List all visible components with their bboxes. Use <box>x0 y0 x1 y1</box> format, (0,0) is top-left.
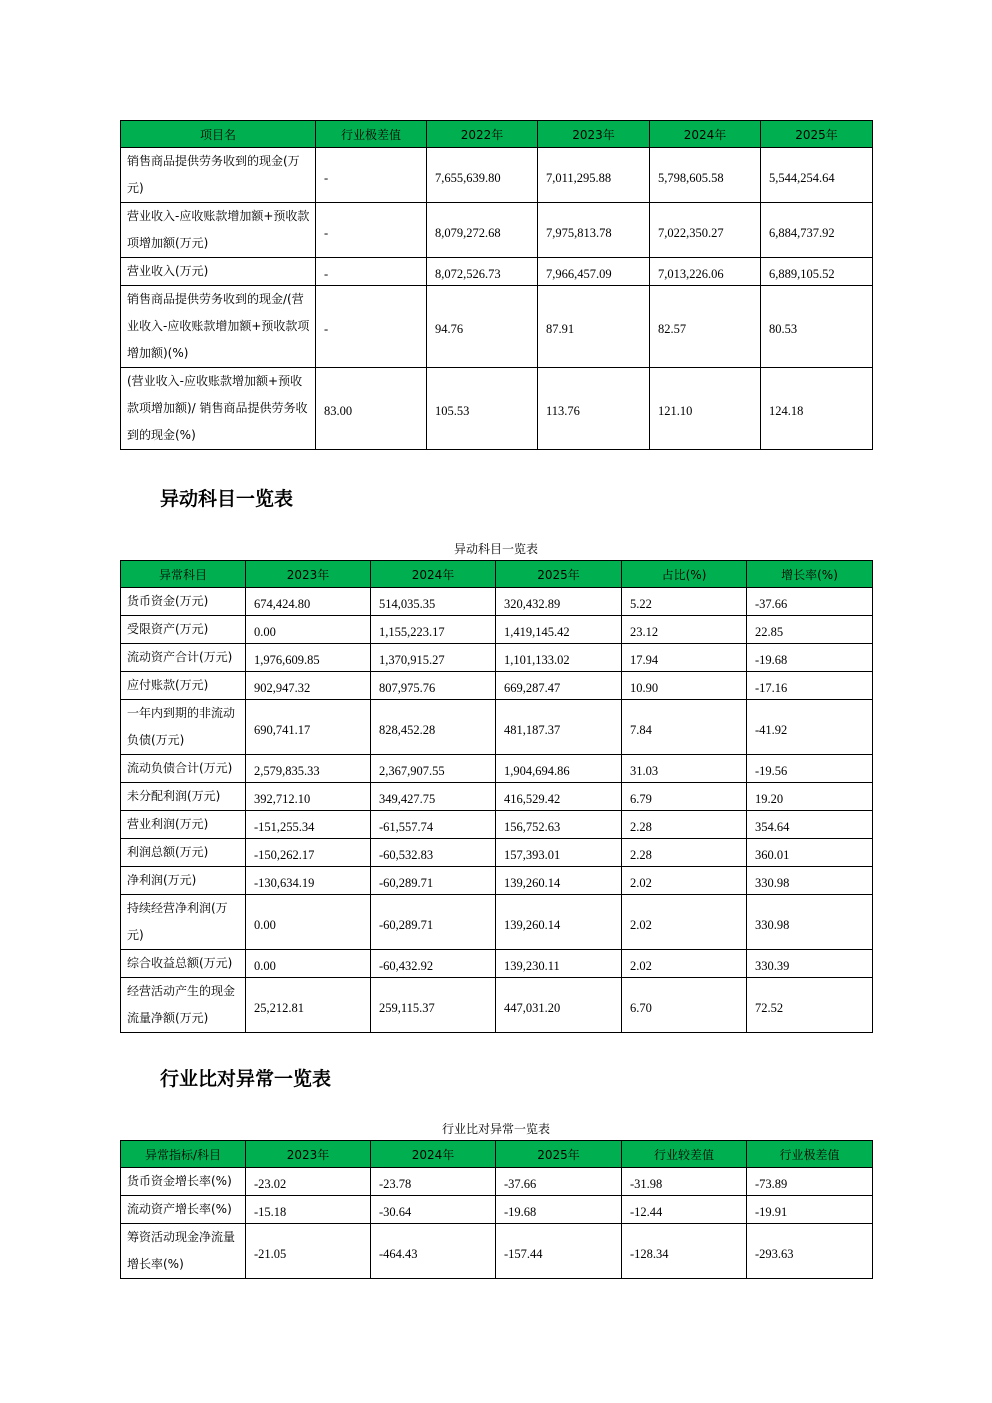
table-row <box>121 1196 873 1224</box>
table-cell: 8,072,526.73 <box>427 258 538 286</box>
table-cell: -464.43 <box>371 1224 496 1279</box>
table-cell: 7,011,295.88 <box>538 148 650 203</box>
table-caption: 异动科目一览表 <box>453 542 538 556</box>
table-cell: -60,289.71 <box>371 867 496 895</box>
table-cell: 514,035.35 <box>371 588 496 616</box>
table-cell: 94.76 <box>427 286 538 368</box>
table-cell: 2.02 <box>622 867 747 895</box>
table-cell: 23.12 <box>622 616 747 644</box>
table-cell: 2.02 <box>622 895 747 950</box>
table-cell: 7,975,813.78 <box>538 203 650 258</box>
table-cell: 6.70 <box>622 978 747 1033</box>
table-row <box>121 895 873 950</box>
table-cell: 2.02 <box>622 950 747 978</box>
row-label: 筹资活动现金净流量增长率(%) <box>121 1224 246 1279</box>
table-cell: 19.20 <box>747 783 873 811</box>
table-row <box>121 672 873 700</box>
table-cell: 1,976,609.85 <box>246 644 371 672</box>
table-row <box>121 1224 873 1279</box>
table-cell: 87.91 <box>538 286 650 368</box>
table-cell: 10.90 <box>622 672 747 700</box>
table-cell: -41.92 <box>747 700 873 755</box>
table-cell: -61,557.74 <box>371 811 496 839</box>
row-label: 流动负债合计(万元) <box>121 755 246 783</box>
column-header: 2024年 <box>371 1141 496 1168</box>
row-label: 一年内到期的非流动负债(万元) <box>121 700 246 755</box>
table-cell: 156,752.63 <box>496 811 622 839</box>
column-header: 增长率(%) <box>747 561 873 588</box>
column-header: 2025年 <box>496 1141 622 1168</box>
table-cell: 2,367,907.55 <box>371 755 496 783</box>
column-header: 2022年 <box>427 121 538 148</box>
column-header: 2025年 <box>496 561 622 588</box>
column-header: 项目名 <box>121 121 316 148</box>
table-cell: 447,031.20 <box>496 978 622 1033</box>
table-cell: 7,022,350.27 <box>650 203 761 258</box>
row-label: 应付账款(万元) <box>121 672 246 700</box>
table-cell: 1,101,133.02 <box>496 644 622 672</box>
table-cell: 674,424.80 <box>246 588 371 616</box>
table-cell: 2.28 <box>622 811 747 839</box>
table-cell: 2.28 <box>622 839 747 867</box>
table-cell: 690,741.17 <box>246 700 371 755</box>
row-label: 利润总额(万元) <box>121 839 246 867</box>
column-header: 异常指标/科目 <box>121 1141 246 1168</box>
table-row <box>121 368 873 450</box>
table-row <box>121 644 873 672</box>
table-header-row <box>121 561 873 588</box>
table-cell: 22.85 <box>747 616 873 644</box>
column-header: 2024年 <box>371 561 496 588</box>
table-cell: -37.66 <box>496 1168 622 1196</box>
row-label: 营业收入-应收账款增加额+预收款项增加额(万元) <box>121 203 316 258</box>
table-row <box>121 616 873 644</box>
table-cell: 0.00 <box>246 895 371 950</box>
table-cell: -60,432.92 <box>371 950 496 978</box>
row-label: (营业收入-应收账款增加额+预收款项增加额)/ 销售商品提供劳务收到的现金(%) <box>121 368 316 450</box>
abnormal-items-table <box>120 560 873 1033</box>
table-cell: 0.00 <box>246 616 371 644</box>
table-cell: 124.18 <box>761 368 873 450</box>
table-cell: 80.53 <box>761 286 873 368</box>
column-header: 行业较差值 <box>622 1141 747 1168</box>
row-label: 营业收入(万元) <box>121 258 316 286</box>
table-cell: 25,212.81 <box>246 978 371 1033</box>
section-heading: 行业比对异常一览表 <box>160 1068 332 1090</box>
table-cell: 72.52 <box>747 978 873 1033</box>
table-cell: 669,287.47 <box>496 672 622 700</box>
table-cell: -150,262.17 <box>246 839 371 867</box>
table-row <box>121 978 873 1033</box>
column-header: 异常科目 <box>121 561 246 588</box>
table-cell: 7,013,226.06 <box>650 258 761 286</box>
table-row <box>121 867 873 895</box>
table-cell: -23.78 <box>371 1168 496 1196</box>
table-row <box>121 811 873 839</box>
table-cell: 5,544,254.64 <box>761 148 873 203</box>
column-header: 2023年 <box>246 1141 371 1168</box>
table-cell: -23.02 <box>246 1168 371 1196</box>
table-cell: 481,187.37 <box>496 700 622 755</box>
column-header: 行业极差值 <box>747 1141 873 1168</box>
column-header: 行业极差值 <box>316 121 427 148</box>
table-cell: 7,655,639.80 <box>427 148 538 203</box>
table-cell: 83.00 <box>316 368 427 450</box>
column-header: 2023年 <box>246 561 371 588</box>
row-label: 销售商品提供劳务收到的现金/(营业收入-应收账款增加额+预收款项增加额)(%) <box>121 286 316 368</box>
table-cell: 139,260.14 <box>496 867 622 895</box>
table-cell: -151,255.34 <box>246 811 371 839</box>
table-cell: -19.56 <box>747 755 873 783</box>
table-row <box>121 783 873 811</box>
table-row <box>121 1168 873 1196</box>
table-cell: -19.91 <box>747 1196 873 1224</box>
table-row <box>121 755 873 783</box>
table-row <box>121 700 873 755</box>
table-cell: 1,155,223.17 <box>371 616 496 644</box>
table-cell: 7,966,457.09 <box>538 258 650 286</box>
table-cell: -21.05 <box>246 1224 371 1279</box>
table-cell: -37.66 <box>747 588 873 616</box>
table-cell: 157,393.01 <box>496 839 622 867</box>
table-cell: 2,579,835.33 <box>246 755 371 783</box>
table-cell: -15.18 <box>246 1196 371 1224</box>
table-cell: 5.22 <box>622 588 747 616</box>
table-cell: 82.57 <box>650 286 761 368</box>
table-cell: -73.89 <box>747 1168 873 1196</box>
table-cell: - <box>316 286 427 368</box>
table-caption: 行业比对异常一览表 <box>441 1122 550 1136</box>
table-cell: -31.98 <box>622 1168 747 1196</box>
table-row <box>121 258 873 286</box>
table-cell: -12.44 <box>622 1196 747 1224</box>
table-cell: 807,975.76 <box>371 672 496 700</box>
row-label: 营业利润(万元) <box>121 811 246 839</box>
table-cell: -17.16 <box>747 672 873 700</box>
table-cell: 0.00 <box>246 950 371 978</box>
table-cell: 139,230.11 <box>496 950 622 978</box>
table-cell: 113.76 <box>538 368 650 450</box>
table-row <box>121 588 873 616</box>
table-cell: 6,884,737.92 <box>761 203 873 258</box>
table-cell: 828,452.28 <box>371 700 496 755</box>
table-cell: -30.64 <box>371 1196 496 1224</box>
row-label: 净利润(万元) <box>121 867 246 895</box>
table-cell: 259,115.37 <box>371 978 496 1033</box>
row-label: 未分配利润(万元) <box>121 783 246 811</box>
row-label: 流动资产增长率(%) <box>121 1196 246 1224</box>
table-cell: -60,532.83 <box>371 839 496 867</box>
column-header: 2025年 <box>761 121 873 148</box>
table-cell: 330.98 <box>747 895 873 950</box>
column-header: 2023年 <box>538 121 650 148</box>
row-label: 受限资产(万元) <box>121 616 246 644</box>
table-row <box>121 286 873 368</box>
table-cell: 1,419,145.42 <box>496 616 622 644</box>
table-cell: 5,798,605.58 <box>650 148 761 203</box>
table-cell: - <box>316 148 427 203</box>
column-header: 2024年 <box>650 121 761 148</box>
table-cell: 6.79 <box>622 783 747 811</box>
table-cell: -60,289.71 <box>371 895 496 950</box>
table-cell: -157.44 <box>496 1224 622 1279</box>
table-row <box>121 950 873 978</box>
table-cell: -130,634.19 <box>246 867 371 895</box>
table-cell: 349,427.75 <box>371 783 496 811</box>
table-cell: 6,889,105.52 <box>761 258 873 286</box>
table-cell: 17.94 <box>622 644 747 672</box>
row-label: 货币资金(万元) <box>121 588 246 616</box>
table-header-row <box>121 1141 873 1168</box>
table-cell: 121.10 <box>650 368 761 450</box>
table-cell: 7.84 <box>622 700 747 755</box>
cash-ratio-table <box>120 120 873 450</box>
table-cell: -19.68 <box>496 1196 622 1224</box>
row-label: 流动资产合计(万元) <box>121 644 246 672</box>
table-cell: -128.34 <box>622 1224 747 1279</box>
table-row <box>121 148 873 203</box>
table-cell: 31.03 <box>622 755 747 783</box>
table-cell: - <box>316 203 427 258</box>
table-cell: -19.68 <box>747 644 873 672</box>
table-cell: -293.63 <box>747 1224 873 1279</box>
row-label: 持续经营净利润(万元) <box>121 895 246 950</box>
table-cell: 354.64 <box>747 811 873 839</box>
table-cell: 139,260.14 <box>496 895 622 950</box>
row-label: 综合收益总额(万元) <box>121 950 246 978</box>
section-heading: 异动科目一览表 <box>160 488 294 510</box>
column-header: 占比(%) <box>622 561 747 588</box>
industry-comparison-table <box>120 1140 873 1279</box>
table-cell: - <box>316 258 427 286</box>
table-row <box>121 839 873 867</box>
table-cell: 902,947.32 <box>246 672 371 700</box>
table-cell: 330.98 <box>747 867 873 895</box>
row-label: 货币资金增长率(%) <box>121 1168 246 1196</box>
table-cell: 320,432.89 <box>496 588 622 616</box>
row-label: 销售商品提供劳务收到的现金(万元) <box>121 148 316 203</box>
table-cell: 1,370,915.27 <box>371 644 496 672</box>
table-cell: 8,079,272.68 <box>427 203 538 258</box>
table-cell: 360.01 <box>747 839 873 867</box>
table-cell: 330.39 <box>747 950 873 978</box>
table-cell: 1,904,694.86 <box>496 755 622 783</box>
row-label: 经营活动产生的现金流量净额(万元) <box>121 978 246 1033</box>
table-header-row <box>121 121 873 148</box>
table-row <box>121 203 873 258</box>
table-cell: 105.53 <box>427 368 538 450</box>
table-cell: 392,712.10 <box>246 783 371 811</box>
table-cell: 416,529.42 <box>496 783 622 811</box>
